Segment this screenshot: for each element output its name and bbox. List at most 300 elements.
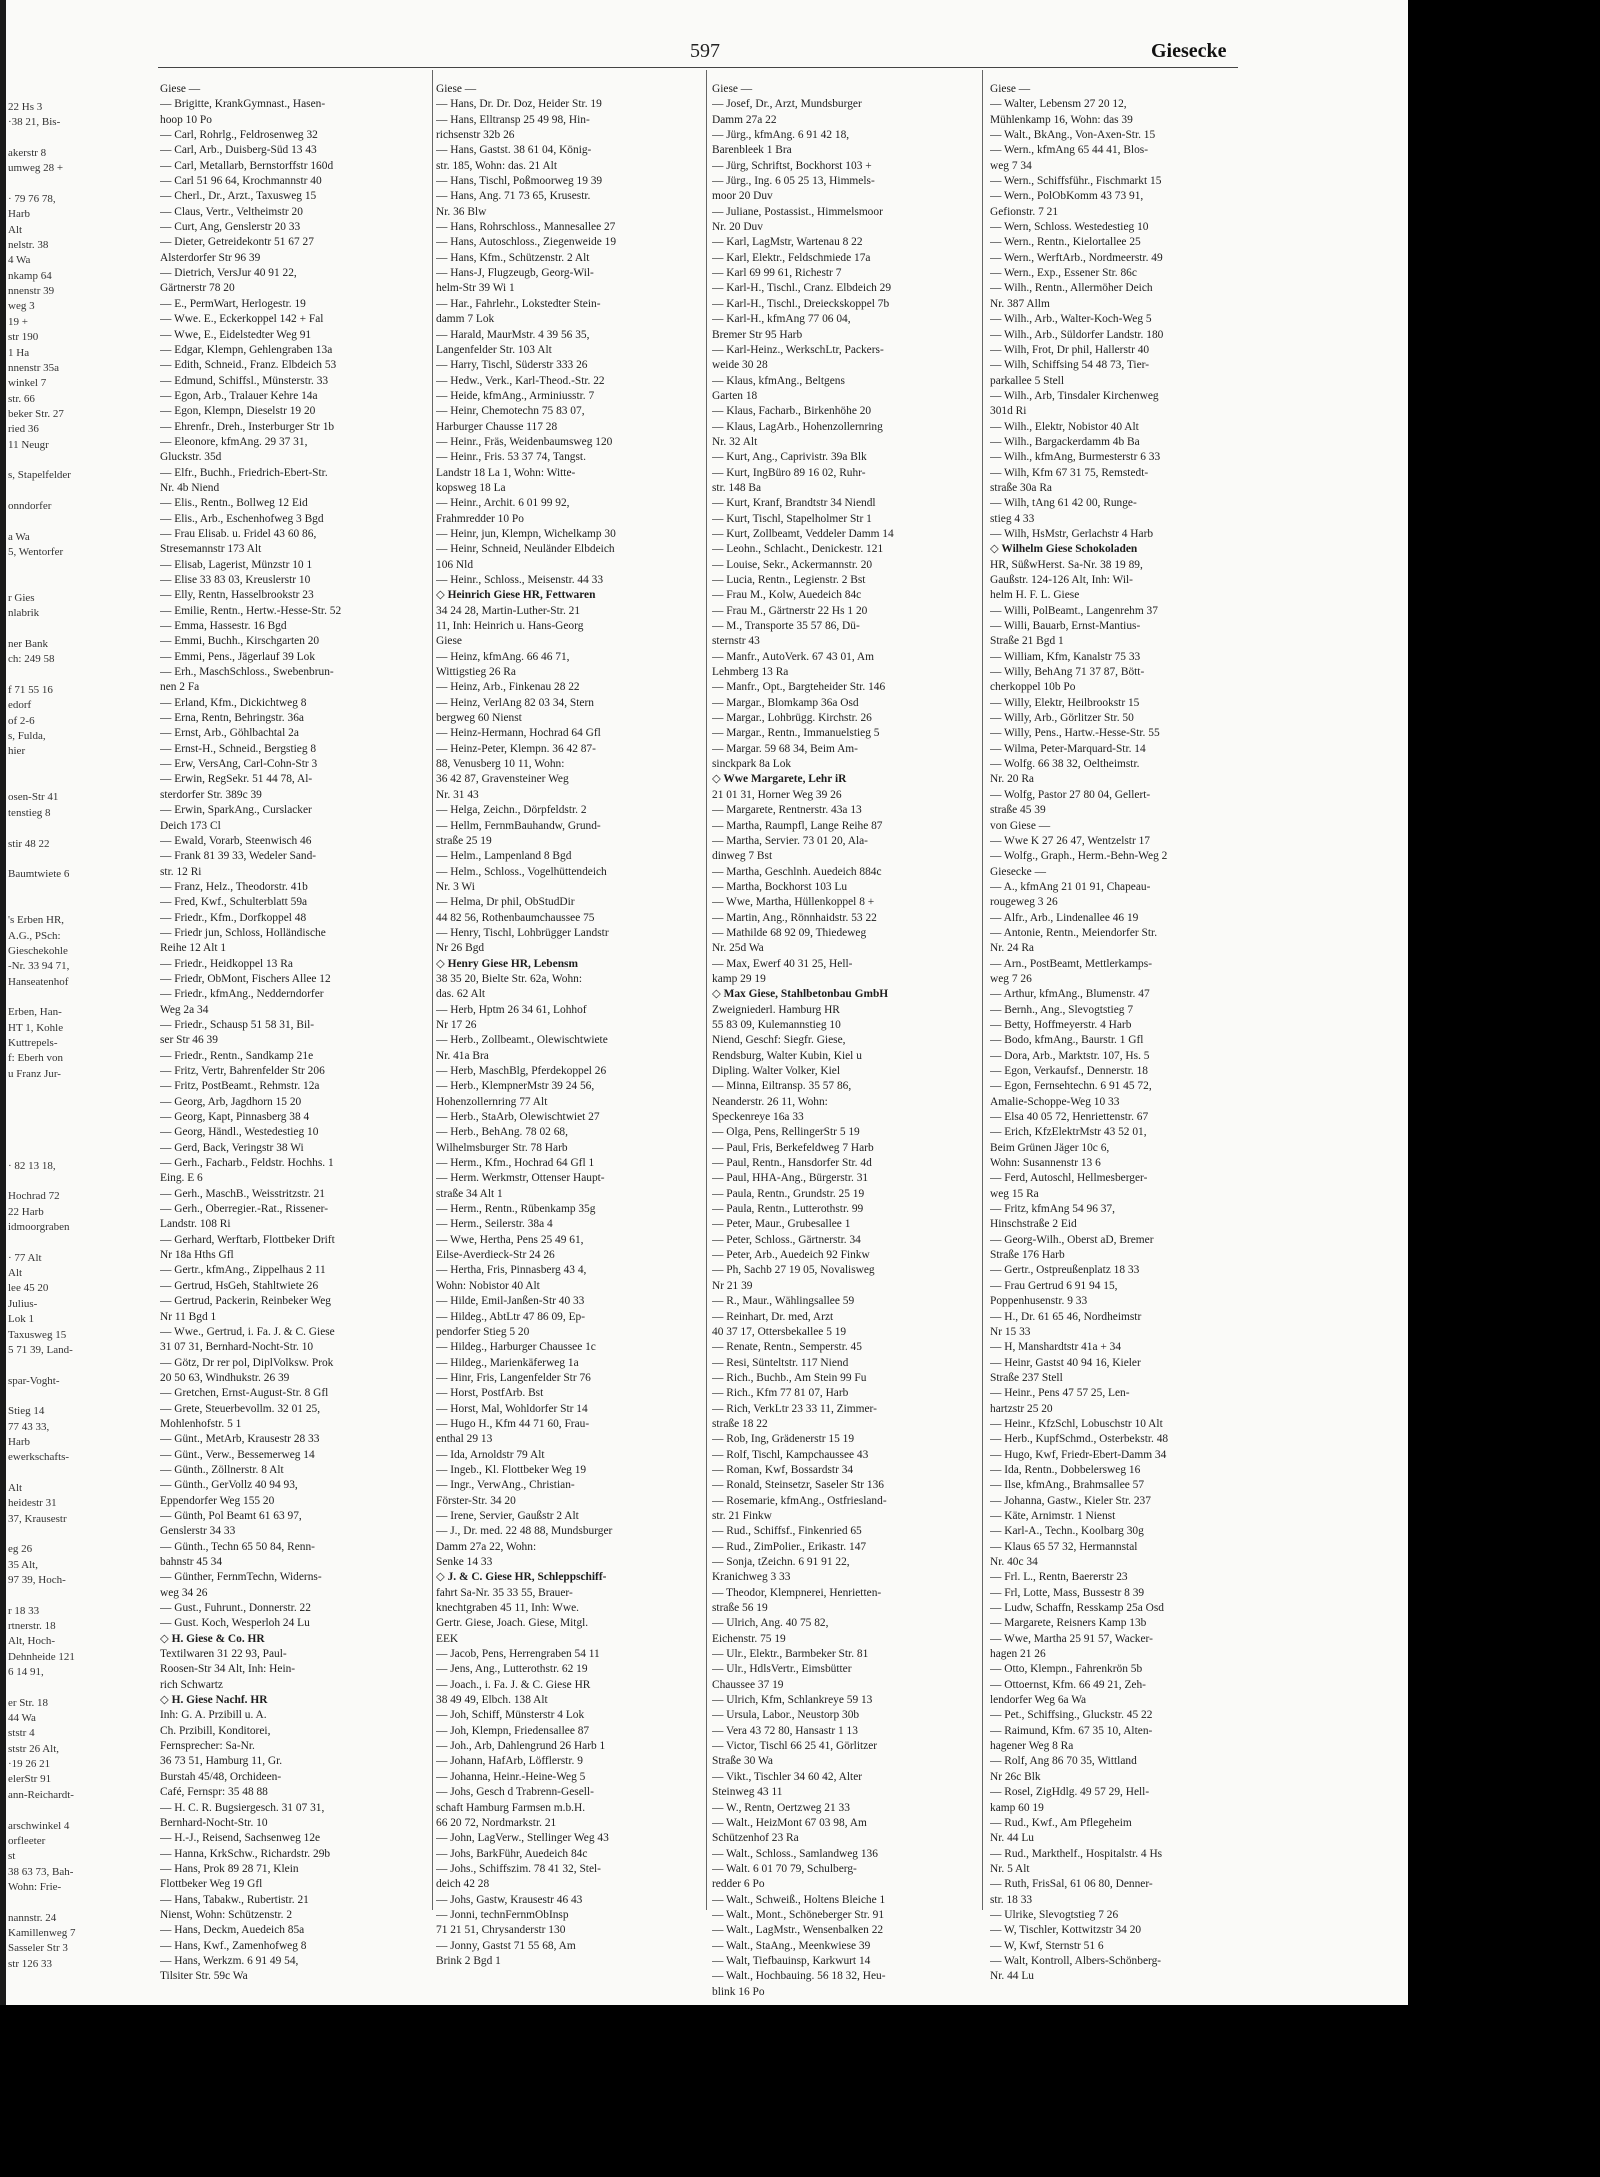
margin-fragment: ewerkschafts- [8, 1451, 70, 1464]
directory-line: — Hildeg., Marienkäferweg 1a [436, 1356, 579, 1369]
directory-line: lendorfer Weg 6a Wa [990, 1694, 1087, 1707]
directory-line: — W, Kwf, Sternstr 51 6 [990, 1939, 1104, 1952]
directory-line: — Klaus, kfmAng., Beltgens [712, 374, 845, 387]
directory-line: 55 83 09, Kulemannstieg 10 [712, 1018, 841, 1031]
directory-line: Alsterdorfer Str 96 39 [160, 251, 261, 264]
directory-line: — Friedr., Schausp 51 58 31, Bil- [160, 1018, 315, 1031]
directory-line: — Edmund, Schiffsl., Münsterstr. 33 [160, 374, 329, 387]
directory-line: Frahmredder 10 Po [436, 512, 524, 525]
directory-line: — Betty, Hoffmeyerstr. 4 Harb [990, 1018, 1132, 1031]
directory-line: — Heinr., Fräs, Weidenbaumsweg 120 [436, 435, 613, 448]
margin-fragment [8, 1895, 96, 1910]
directory-line: helm-Str 39 Wi 1 [436, 282, 515, 295]
directory-line: — Ruth, FrisSal, 61 06 80, Denner- [990, 1878, 1153, 1891]
margin-fragment [8, 131, 96, 146]
directory-line: enthal 29 13 [436, 1433, 493, 1446]
column-2 [436, 82, 702, 1969]
directory-line: Giesecke — [990, 865, 1046, 878]
directory-line: — Ida, Arnoldstr 79 Alt [436, 1448, 545, 1461]
directory-line: Mühlenkamp 16, Wohn: das 39 [990, 113, 1133, 126]
directory-line: — Günth., Zöllnerstr. 8 Alt [160, 1463, 284, 1476]
margin-fragment: 6 14 91, [8, 1666, 44, 1679]
directory-line: kopsweg 18 La [436, 481, 506, 494]
margin-fragment: nlabrik [8, 607, 40, 620]
directory-line: Eichenstr. 75 19 [712, 1632, 786, 1645]
directory-line: von Giese — [990, 819, 1051, 832]
directory-line: Niend, Geschf: Siegfr. Giese, [712, 1034, 846, 1047]
directory-line: — Irene, Servier, Gaußstr 2 Alt [436, 1509, 579, 1522]
margin-fragment: Hochrad 72 [8, 1190, 60, 1203]
directory-line: Tilsiter Str. 59c Wa [160, 1970, 248, 1983]
directory-line: — Hans, Tischl, Poßmoorweg 19 39 [436, 175, 603, 188]
directory-line: 301d Ri [990, 405, 1027, 418]
directory-line: — Georg-Wilh., Oberst aD, Bremer [990, 1233, 1154, 1246]
directory-line: — Peter, Maur., Grubesallee 1 [712, 1218, 851, 1231]
directory-line: — Günt., MetArb, Krausestr 28 33 [160, 1433, 320, 1446]
directory-line: Dipling. Walter Volker, Kiel [712, 1065, 841, 1077]
directory-line: — Rich., Kfm 77 81 07, Harb [712, 1387, 849, 1400]
directory-line: — H. C. R. Bugsiergesch. 31 07 31, [160, 1801, 325, 1814]
directory-line: str. 12 Ri [160, 865, 202, 878]
directory-line: kamp 60 19 [990, 1801, 1044, 1814]
directory-line: 21 01 31, Horner Weg 39 26 [712, 788, 842, 801]
margin-fragment [8, 514, 96, 529]
directory-line: sterdorfer Str. 389c 39 [160, 788, 262, 801]
directory-line: — Rud., Schiffsf., Finkenried 65 [712, 1525, 862, 1538]
directory-line: 36 42 87, Gravensteiner Weg [436, 773, 569, 786]
margin-fragment: Harb [8, 1435, 30, 1448]
directory-line: Burstah 45/48, Orchideen- [160, 1770, 282, 1783]
directory-line: — Heinr, Schneid, Neuländer Elbdeich [436, 543, 615, 556]
margin-fragment: Kuttrepels- [8, 1036, 58, 1049]
directory-line: — J., Dr. med. 22 48 88, Mundsburger [436, 1525, 613, 1538]
margin-fragment: ann-Reichardt- [8, 1788, 74, 1801]
margin-fragment: -Nr. 33 94 71, [8, 960, 70, 973]
margin-fragment [8, 1143, 96, 1158]
directory-line: — Victor, Tischl 66 25 41, Görlitzer [712, 1740, 878, 1753]
directory-line: — Günth., GerVollz 40 94 93, [160, 1479, 298, 1492]
directory-line: — Paul, HHA-Ang., Bürgerstr. 31 [712, 1172, 869, 1185]
directory-line: — R., Maur., Wählingsallee 59 [712, 1295, 855, 1308]
directory-line: Nr. 41a Bra [436, 1049, 489, 1062]
directory-line: — Emilie, Rentn., Hertw.-Hesse-Str. 52 [160, 604, 342, 617]
directory-line: Beim Grünen Jäger 10c 6, [990, 1141, 1110, 1154]
directory-line: — Walt., Mont., Schöneberger Str. 91 [712, 1908, 885, 1921]
margin-fragment [8, 1235, 96, 1250]
margin-fragment [8, 1174, 96, 1189]
directory-line: hagen 21 26 [990, 1648, 1046, 1661]
directory-line: — Gertrud, HsGeh, Stahltwiete 26 [160, 1279, 319, 1292]
directory-line: — Margar., Lohbrügg. Kirchstr. 26 [712, 712, 872, 725]
directory-line: — Wilh., Arb, Tinsdaler Kirchenweg [990, 389, 1159, 402]
margin-fragment [8, 576, 96, 591]
directory-line: — Edgar, Klempn, Gehlengraben 13a [160, 343, 333, 356]
directory-line: ◇ H. Giese & Co. HR [160, 1632, 265, 1645]
directory-line: — Georg, Kapt, Pinnasberg 38 4 [160, 1111, 310, 1124]
directory-line: — Carl 51 96 64, Krochmannstr 40 [160, 175, 322, 188]
directory-line: — Joh, Schiff, Münsterstr 4 Lok [436, 1709, 585, 1722]
directory-line: weg 7 34 [990, 159, 1032, 172]
directory-line: — Joach., i. Fa. J. & C. Giese HR [436, 1678, 591, 1691]
directory-line: — Gerh., Facharb., Feldstr. Hochhs. 1 [160, 1157, 334, 1170]
margin-fragment [8, 1389, 96, 1404]
directory-line: — Egon, Arb., Tralauer Kehre 14a [160, 389, 318, 402]
directory-line: — Kurt, Kranf, Brandtstr 34 Niendl [712, 497, 876, 510]
directory-line: — Reinhart, Dr. med, Arzt [712, 1310, 834, 1323]
directory-line: ◇ Henry Giese HR, Lebensm [436, 957, 578, 970]
directory-line: — W, Tischler, Kottwitzstr 34 20 [990, 1924, 1142, 1937]
directory-line: — Ulr., Elektr., Barmbeker Str. 81 [712, 1648, 869, 1661]
directory-line: — Martha, Geschlnh. Auedeich 884c [712, 865, 882, 878]
directory-line: — Herb., BehAng. 78 02 68, [436, 1126, 568, 1139]
directory-line: fahrt Sa-Nr. 35 33 55, Brauer- [436, 1586, 573, 1599]
directory-line: — Harry, Tischl, Süderstr 333 26 [436, 359, 588, 372]
directory-line: — Ludw, Schaffn, Resskamp 25a Osd [990, 1602, 1165, 1615]
directory-line: — Hanna, KrkSchw., Richardstr. 29b [160, 1847, 331, 1860]
directory-line: — Walt. 6 01 70 79, Schulberg- [712, 1862, 857, 1875]
directory-line: — Olga, Pens, RellingerStr 5 19 [712, 1126, 860, 1139]
directory-line: — Pet., Schiffsing., Gluckstr. 45 22 [990, 1709, 1153, 1722]
directory-line: — Eleonore, kfmAng. 29 37 31, [160, 435, 308, 448]
directory-line: Harburger Chausse 117 28 [436, 420, 558, 433]
directory-line: Gefionstr. 7 21 [990, 205, 1059, 218]
directory-line: — Willy, Elektr, Heilbrookstr 15 [990, 696, 1140, 709]
directory-line: Straße 30 Wa [712, 1755, 773, 1768]
directory-line: — Hans, Prok 89 28 71, Klein [160, 1862, 299, 1875]
directory-line: Gluckstr. 35d [160, 451, 222, 464]
directory-line: kamp 29 19 [712, 972, 766, 985]
margin-fragment [8, 775, 96, 790]
directory-line: — Hellm, FernmBauhandw, Grund- [436, 819, 601, 832]
margin-fragment: st [8, 1850, 16, 1863]
directory-line: — Herb., KlempnerMstr 39 24 56, [436, 1080, 595, 1093]
directory-line: Mohlenhofstr. 5 1 [160, 1417, 242, 1430]
directory-line: — Wwe, Martha, Hüllenkoppel 8 + [712, 896, 875, 909]
directory-line: Schützenhof 23 Ra [712, 1832, 799, 1845]
directory-line: — Hildeg., Harburger Chaussee 1c [436, 1341, 596, 1354]
directory-line: pendorfer Stieg 5 20 [436, 1325, 530, 1338]
directory-line: — Günt., Verw., Bessemerweg 14 [160, 1448, 315, 1461]
directory-line: straße 45 39 [990, 804, 1046, 817]
directory-line: straße 25 19 [436, 834, 492, 847]
directory-line: Nr. 32 Alt [712, 435, 758, 448]
directory-line: — Helga, Zeichn., Dörpfeldstr. 2 [436, 804, 587, 817]
directory-line: — Wwe, E., Eidelstedter Weg 91 [160, 328, 312, 341]
directory-line: Kranichweg 3 33 [712, 1571, 791, 1584]
directory-line: — Har., Fahrlehr., Lokstedter Stein- [436, 297, 601, 310]
directory-line: — Wwe, Martha 25 91 57, Wacker- [990, 1632, 1153, 1645]
margin-fragment: f 71 55 16 [8, 684, 53, 697]
directory-line: — Fritz, Vertr, Bahrenfelder Str 206 [160, 1065, 325, 1077]
directory-line: Nr 11 Bgd 1 [160, 1310, 217, 1323]
margin-fragment: eg 26 [8, 1543, 33, 1556]
directory-line: — Walt., StaAng., Meenkwiese 39 [712, 1939, 871, 1952]
directory-line: Garten 18 [712, 389, 758, 402]
margin-fragment [8, 560, 96, 575]
directory-line: — Sonja, tZeichn. 6 91 91 22, [712, 1556, 850, 1568]
directory-line: Landstr 18 La 1, Wohn: Witte- [436, 466, 576, 479]
directory-line: — Friedr., Heidkoppel 13 Ra [160, 957, 293, 970]
directory-line: — Hans, Elltransp 25 49 98, Hin- [436, 113, 590, 126]
margin-fragment: 38 63 73, Bah- [8, 1865, 74, 1878]
directory-line: — Wilma, Peter-Marquard-Str. 14 [990, 742, 1146, 755]
directory-line: — Ursula, Labor., Neustorp 30b [712, 1709, 860, 1722]
directory-line: — Hans, Ang. 71 73 65, Krusestr. [436, 190, 591, 203]
directory-line: — Herm. Werkmstr, Ottenser Haupt- [436, 1172, 605, 1185]
margin-fragment: 22 Harb [8, 1205, 44, 1218]
directory-line: — Heinz, kfmAng. 66 46 71, [436, 650, 570, 663]
margin-fragment [8, 1680, 96, 1695]
directory-line: Wilhelmsburger Str. 78 Harb [436, 1141, 568, 1154]
margin-fragment: ner Bank [8, 638, 49, 651]
directory-line: moor 20 Duv [712, 190, 773, 203]
directory-line: — Friedr., Rentn., Sandkamp 21e [160, 1049, 314, 1062]
directory-line: — Karl-H., Tischl., Cranz. Elbdeich 29 [712, 282, 892, 295]
directory-line: — Walt., Hochbauing. 56 18 32, Heu- [712, 1970, 886, 1983]
directory-line: — Wern., Exp., Essener Str. 86c [990, 267, 1137, 280]
margin-fragment: Taxusweg 15 [8, 1328, 67, 1341]
directory-line: — Louise, Sekr., Ackermannstr. 20 [712, 558, 873, 571]
directory-line: Nr. 40c 34 [990, 1556, 1038, 1568]
directory-line: — Karl-Heinz., WerkschLtr, Packers- [712, 343, 884, 356]
directory-line: — Wern., PolObKomm 43 73 91, [990, 190, 1144, 203]
directory-line: ◇ Wwe Margarete, Lehr iR [712, 773, 847, 786]
directory-line: — Heinr, jun, Klempn, Wichelkamp 30 [436, 527, 616, 540]
directory-line: — Erh., MaschSchloss., Swebenbrun- [160, 666, 334, 679]
margin-fragment: stir 48 22 [8, 837, 50, 850]
directory-line: — Wilh., Elektr, Nobistor 40 Alt [990, 420, 1139, 433]
margin-fragment: onndorfer [8, 499, 52, 512]
margin-fragment: HT 1, Kohle [8, 1021, 64, 1034]
directory-line: — Paul, Fris, Berkefeldweg 7 Harb [712, 1141, 874, 1154]
directory-line: — Arthur, kfmAng., Blumenstr. 47 [990, 988, 1150, 1001]
directory-line: — Heinr., Archit. 6 01 99 92, [436, 497, 570, 510]
directory-line: 40 37 17, Ottersbekallee 5 19 [712, 1325, 847, 1338]
directory-line: weg 15 Ra [990, 1187, 1039, 1200]
directory-line: Gaußstr. 124-126 Alt, Inh: Wil- [990, 574, 1133, 586]
directory-line: — Wern., Rentn., Kielortallee 25 [990, 236, 1141, 249]
margin-fragment: ch: 249 58 [8, 653, 55, 666]
directory-line: — Martin, Ang., Rönnhaidstr. 53 22 [712, 911, 877, 924]
directory-line: — Klaus, LagArb., Hohenzollernring [712, 420, 883, 433]
directory-line: — W., Rentn, Oertzweg 21 33 [712, 1801, 850, 1814]
margin-fragment: elerStr 91 [8, 1773, 52, 1786]
directory-line: — Erw, VersAng, Carl-Cohn-Str 3 [160, 758, 318, 771]
directory-line: — Fritz, PostBeamt., Rehmstr. 12a [160, 1080, 320, 1093]
directory-line: — John, LagVerw., Stellinger Weg 43 [436, 1832, 609, 1845]
margin-fragment: A.G., PSch: [8, 929, 61, 942]
margin-fragment: umweg 28 + [8, 162, 64, 175]
directory-line: Flottbeker Weg 19 Gfl [160, 1878, 263, 1891]
directory-line: Rendsburg, Walter Kubin, Kiel u [712, 1049, 862, 1062]
margin-fragment: 37, Krausestr [8, 1512, 67, 1525]
directory-line: — Wilh, Schiffsing 54 48 73, Tier- [990, 359, 1150, 372]
margin-fragment: Alt [8, 1481, 23, 1494]
directory-line: Brink 2 Bgd 1 [436, 1954, 501, 1967]
directory-line: straße 30a Ra [990, 481, 1052, 494]
directory-line: — Margarete, Rentnerstr. 43a 13 [712, 804, 862, 817]
directory-line: 38 49 49, Elbch. 138 Alt [436, 1694, 548, 1707]
directory-line: — Hans, Deckm, Auedeich 85a [160, 1924, 305, 1937]
directory-line: ◇ Heinrich Giese HR, Fettwaren [436, 589, 596, 602]
margin-fragment: weg 3 [8, 300, 35, 313]
directory-line: Chaussee 37 19 [712, 1678, 784, 1691]
directory-line: Langenfelder Str. 103 Alt [436, 343, 552, 356]
margin-fragment: s, Fulda, [8, 730, 46, 743]
directory-line: — Brigitte, KrankGymnast., Hasen- [160, 98, 326, 111]
directory-line: — Ulrike, Slevogtstieg 7 26 [990, 1908, 1119, 1921]
margin-fragment: er Str. 18 [8, 1696, 49, 1709]
margin-fragment [8, 668, 96, 683]
margin-fragment: 4 Wa [8, 254, 31, 267]
directory-line: — Walt., Schweiß., Holtens Bleiche 1 [712, 1893, 886, 1906]
directory-line: — Minna, Eiltransp. 35 57 86, [712, 1080, 852, 1093]
directory-line: — Martha, Raumpfl, Lange Reihe 87 [712, 819, 883, 832]
directory-line: — Karl-H., kfmAng 77 06 04, [712, 313, 851, 326]
directory-line: — Heinr., Schloss., Meisenstr. 44 33 [436, 574, 604, 586]
directory-line: — William, Kfm, Kanalstr 75 33 [990, 650, 1141, 663]
directory-line: — Karl, LagMstr, Wartenau 8 22 [712, 236, 863, 249]
directory-line: Giese — [160, 83, 201, 95]
directory-line: — Frau Gertrud 6 91 94 15, [990, 1279, 1118, 1292]
margin-fragment: 77 43 33, [8, 1420, 50, 1433]
directory-line: — Wolfg., Graph., Herm.-Behn-Weg 2 [990, 850, 1168, 863]
directory-line: Nr. 36 Blw [436, 205, 487, 218]
directory-line: — Heinz-Peter, Klempn. 36 42 87- [436, 742, 596, 755]
directory-line: — Horst, PostfArb. Bst [436, 1387, 544, 1400]
directory-line: — Gerh., Oberregier.-Rat., Rissener- [160, 1203, 329, 1216]
directory-line: — Helm., Lampenland 8 Bgd [436, 850, 572, 863]
directory-line: — Manfr., AutoVerk. 67 43 01, Am [712, 650, 874, 663]
directory-line: — Hans, Gastst. 38 61 04, König- [436, 144, 592, 157]
margin-fragment [8, 852, 96, 867]
directory-line: — Gertr., kfmAng., Zippelhaus 2 11 [160, 1264, 326, 1277]
directory-line: Neanderstr. 26 11, Wohn: [712, 1095, 828, 1108]
margin-fragment [8, 1466, 96, 1481]
directory-line: — Helma, Dr phil, ObStudDir [436, 896, 575, 909]
margin-fragment: Dehnheide 121 [8, 1650, 75, 1663]
margin-fragment [8, 484, 96, 499]
directory-line: — Raimund, Kfm. 67 35 10, Alten- [990, 1724, 1153, 1737]
margin-fragment: nnenstr 35a [8, 361, 60, 374]
directory-line: Giese — [712, 83, 753, 95]
directory-line: Café, Fernspr: 35 48 88 [160, 1786, 268, 1799]
directory-line: — Heinr., KfzSchl, Lobuschstr 10 Alt [990, 1417, 1163, 1430]
margin-fragment: r 18 33 [8, 1604, 40, 1617]
directory-line: — Hans, Kwf., Zamenhofweg 8 [160, 1939, 307, 1952]
directory-line: — Kurt, Tischl, Stapelholmer Str 1 [712, 512, 872, 525]
margin-fragment: nelstr. 38 [8, 239, 49, 252]
directory-line: Hinschstraße 2 Eid [990, 1218, 1077, 1231]
directory-line: Nienst, Wohn: Schützenstr. 2 [160, 1908, 293, 1921]
directory-line: — Georg, Händl., Westedestieg 10 [160, 1126, 319, 1139]
directory-line: Giese — [436, 83, 477, 95]
margin-fragment: akerstr 8 [8, 147, 47, 160]
directory-line: Senke 14 33 [436, 1556, 493, 1568]
directory-line: — Emmi, Pens., Jägerlauf 39 Lok [160, 650, 316, 663]
directory-line: stieg 4 33 [990, 512, 1035, 525]
margin-fragment: ried 36 [8, 423, 39, 436]
directory-line: — Vera 43 72 80, Hansastr 1 13 [712, 1724, 858, 1737]
margin-fragment: 's Erben HR, [8, 914, 65, 927]
directory-line: — Otto, Klempn., Fahrenkrön 5b [990, 1663, 1143, 1676]
margin-fragment: 11 Neugr [8, 438, 49, 451]
directory-line: 36 73 51, Hamburg 11, Gr. [160, 1755, 283, 1768]
directory-line: — Wolfg, Pastor 27 80 04, Gellert- [990, 788, 1151, 801]
directory-line: — Jürg., Ing. 6 05 25 13, Himmels- [712, 175, 875, 188]
directory-line: Nr. 31 43 [436, 788, 479, 801]
directory-line: Giese — [990, 83, 1031, 95]
directory-line: — Gerh., MaschB., Weisstritzstr. 21 [160, 1187, 325, 1200]
directory-line: Deich 173 Cl [160, 819, 221, 832]
directory-line: — Hans, Autoschloss., Ziegenweide 19 [436, 236, 617, 249]
directory-line: — Wern., Schiffsführ., Fischmarkt 15 [990, 175, 1162, 188]
directory-line: — Dieter, Getreidekontr 51 67 27 [160, 236, 314, 249]
margin-fragment: ststr 4 [8, 1727, 35, 1740]
margin-fragment: orfleeter [8, 1834, 46, 1847]
directory-line: 31 07 31, Bernhard-Nocht-Str. 10 [160, 1341, 314, 1354]
directory-line: — Ewald, Vorarb, Steenwisch 46 [160, 834, 312, 847]
directory-line: redder 6 Po [712, 1878, 765, 1891]
directory-line: — Kurt, Zollbeamt, Veddeler Damm 14 [712, 527, 894, 540]
directory-line: — Fritz, kfmAng 54 96 37, [990, 1203, 1115, 1216]
margin-fragment: Harb [8, 208, 30, 221]
directory-line: — Hugo H., Kfm 44 71 60, Frau- [436, 1417, 590, 1430]
directory-line: rich Schwartz [160, 1678, 223, 1691]
directory-line: Nr. 20 Duv [712, 221, 763, 234]
directory-line: — Roman, Kwf, Bossardstr 34 [712, 1463, 854, 1476]
directory-line: — Carl, Arb., Duisberg-Süd 13 43 [160, 144, 317, 157]
directory-line: — Leohn., Schlacht., Denickestr. 121 [712, 543, 884, 556]
directory-line: — Johann, HafArb, Löfflerstr. 9 [436, 1755, 583, 1768]
directory-line: — Margar. 59 68 34, Beim Am- [712, 742, 858, 755]
directory-line: Förster-Str. 34 20 [436, 1494, 516, 1507]
directory-line: — Kurt, Ang., Caprivistr. 39a Blk [712, 451, 867, 464]
directory-line: — Kurt, IngBüro 89 16 02, Ruhr- [712, 466, 866, 479]
directory-line: — Willi, Bauarb, Ernst-Mantius- [990, 620, 1141, 633]
directory-line: str. 21 Finkw [712, 1509, 772, 1522]
directory-line: Eppendorfer Weg 155 20 [160, 1494, 275, 1507]
directory-line: Nr. 3 Wi [436, 880, 475, 893]
directory-line: Nr 17 26 [436, 1018, 477, 1031]
margin-fragment: Alt [8, 1267, 23, 1280]
directory-line: — Hertha, Fris, Pinnasberg 43 4, [436, 1264, 587, 1277]
directory-line: — Frau M., Kolw, Auedeich 84c [712, 589, 862, 602]
directory-line: — Herm., Seilerstr. 38a 4 [436, 1218, 553, 1231]
directory-line: — Karl-A., Techn., Koolbarg 30g [990, 1525, 1144, 1538]
margin-fragment [8, 821, 96, 836]
directory-line: — Walter, Lebensm 27 20 12, [990, 98, 1127, 111]
directory-line: — Heide, kfmAng., Arminiusstr. 7 [436, 389, 595, 402]
directory-line: — Wilh, HsMstr, Gerlachstr 4 Harb [990, 527, 1154, 540]
directory-line: Wittigstieg 26 Ra [436, 666, 516, 679]
margin-fragment: · 77 Alt [8, 1251, 42, 1264]
directory-line: Straße 237 Stell [990, 1371, 1063, 1384]
directory-line: dinweg 7 Bst [712, 850, 773, 863]
directory-line: — Wilh., Bargackerdamm 4b Ba [990, 435, 1140, 448]
directory-line: — Wwe K 27 26 47, Wentzelstr 17 [990, 834, 1151, 847]
directory-line: Zweigniederl. Hamburg HR [712, 1003, 840, 1016]
directory-line: — Vikt., Tischler 34 60 42, Alter [712, 1770, 863, 1783]
directory-line: — Herb, MaschBlg, Pferdekoppel 26 [436, 1065, 607, 1077]
column-4 [990, 82, 1256, 1985]
directory-line: Damm 27a 22, Wohn: [436, 1540, 537, 1553]
directory-line: — Karl 69 99 61, Richestr 7 [712, 267, 842, 280]
margin-fragment: ·38 21, Bis- [8, 116, 61, 129]
directory-line: cherkoppel 10b Po [990, 681, 1076, 694]
margin-fragment: Stieg 14 [8, 1405, 45, 1418]
margin-fragment: spar-Voght- [8, 1374, 60, 1387]
